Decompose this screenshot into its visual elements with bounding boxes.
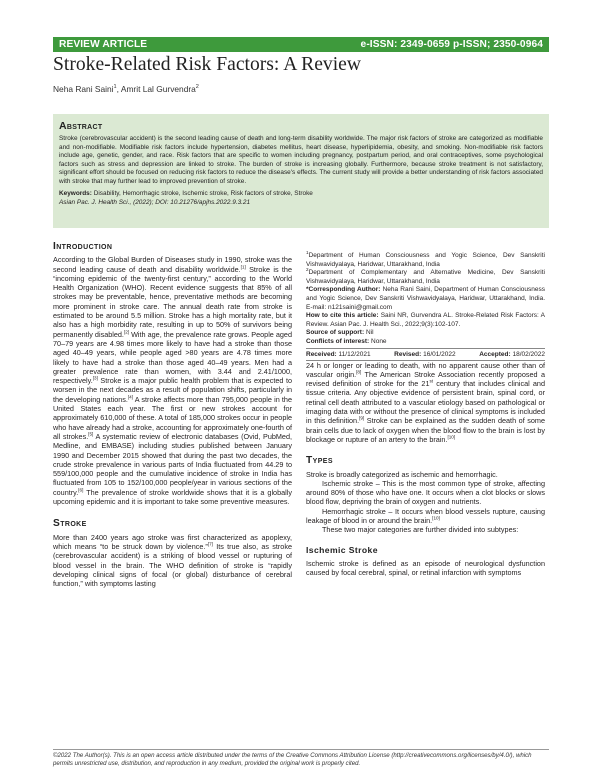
article-title: Stroke-Related Risk Factors: A Review: [53, 54, 362, 75]
types-paragraph-subtypes: These two major categories are further divided into subtypes:: [322, 525, 519, 535]
abstract-box: [53, 114, 549, 228]
affiliation-2: $^2$Department of Complementary and Alternative Medicine, Dev Sanskriti Vishwavidyalaya, Haridwar, Uttarakhand, India: [306, 267, 545, 285]
issn-label: e-ISSN: 2349-0659 p-ISSN; 2350-0964: [360, 39, 543, 50]
article-dates: [306, 348, 545, 361]
abstract-text: Stroke (cerebrovascular accident) is the second leading cause of death and long-term disability worldwide. The major risk factors of stroke are categorized as modifiable and non-modifiable. Modifiable risk factors include hypertension, diabetes mellitus, heart disease, hyperlipidemia, obesity, and smoking. Non-modifiable risk factors include age, genetic, gender, and race. Risk factors that are specific to women including pregnancy, postpartum period, and oral contraceptives, some psychological factors such as stress and depression are linked to stroke. The burden of stroke is increasing globally. Furthermore, because stroke treatment is not satisfactory, significant effort should be focused on reducing risk factors to reduce the disease's effects. The current study will provide a better understanding of risk factors associated with stroke that may further lead to improved prevention of stroke.: [59, 135, 543, 185]
corresponding-author: *Corresponding Author: Neha Rani Saini, Department of Human Consciousness and Yogic Science, Dev Sanskriti Vishwavidyalaya, Haridwar, Uttarakhand, India. E-mail: n121saini@gmail.com: [306, 286, 545, 311]
types-paragraph-1: Stroke is broadly categorized as ischemic and hemorrhagic.: [306, 469, 498, 479]
introduction-paragraph: According to the Global Burden of Diseases study in 1990, stroke was the second leading cause of death and disability worldwide.[1] Stroke is the “incoming epidemic of the twenty-first century,” according to the World Health Organization (WHO). Recent evidence suggests that 85% of all strokes may be preventable, hence, preventative methods are becoming more prominent in stroke care. The annual death rate from stroke is estimated to be around 5.5 million. Stroke has a high mortality rate, but it also has a high morbidity rate, resulting in up to 50% of survivors being permanently disabled.[2] With age, the prevalence rate grows. People aged 70–79 years are 4.98 times more likely to have had a stroke than those aged 40–49 years, while people aged >80 years are 4.78 times more likely to have had a stroke than those aged 40–49 years. Men had a greater prevalence rate than women, with 3.44 and 2.41/1000, respectively.[3] Stroke is a major public health problem that is expected to worsen in the next decades as a result of population shifts, particularly in the developing nations.[4] A stroke affects more than 795,000 people in the United States each year. The first or new strokes account for approximately 610,000 of these. A total of 185,000 strokes occur in people who have already had a stroke, accounting for approximately one-fourth of all strokes.[5] A systematic review of electronic databases (Ovid, PubMed, Medline, and EMBASE) including studies published between January 1990 and December 2015 showed that during the past two decades, the crude stroke prevalence in various parts of India fluctuated from 44.29 to 559/100,000 people and the cumulative incidence of stroke in India has fluctuated from 105 to 152/100,000 people/year in various sections of the country.[6] The prevalence of stroke worldwide shows that it is a globally upcoming epidemic and it is important to take some preventive measures.: [53, 255, 293, 507]
stroke-definition-paragraph: 24 h or longer or leading to death, with no apparent cause other than of vascular origin.[8] The American Stroke Association recently proposed a revised definition of stroke for the 21st century that includes clinical and tissue criteria. Any objective evidence of persistent brain, spinal cord, or retinal cell death attributed to a vascular etiology based on pathological or imaging data with or without the presence of clinical symptoms is included in this definition.[9] Stroke can be explained as the sudden death of some brain cells due to lack of oxygen when the blood flow to the brain is lost by blockage or rupture of an artery to the brain.[10]: [306, 360, 545, 444]
source-of-support: Source of support: Nil: [306, 329, 374, 337]
author-name: Amrit Lal Gurvendra: [120, 84, 196, 94]
section-heading-introduction: Introduction: [53, 241, 113, 252]
license-footer: ©2022 The Author(s). This is an open access article distributed under the terms of the Creative Commons Attribution License (http://creativecommons.org/licenses/by/4.0/), which permits unrestricted use, distribution, and reproduction in any medium, provided the original work is properly cited.: [53, 749, 549, 769]
article-type-label: REVIEW ARTICLE: [59, 39, 148, 50]
keywords: Keywords: Disability, Hemorrhagic stroke, Ischemic stroke, Risk factors of stroke, Stroke: [59, 190, 313, 198]
types-paragraph-ischemic: Ischemic stroke – This is the most common type of stroke, affecting around 80% of those who have one. It occurs when a clot blocks or slows blood flow, depriving the brain of oxygen and nutrients.: [306, 478, 545, 507]
right-column: [306, 249, 545, 578]
accepted-date: Accepted: 18/02/2022: [479, 350, 545, 358]
abstract-heading: Abstract: [59, 120, 103, 132]
article-banner: [53, 37, 549, 52]
author-name: Neha Rani Saini: [53, 84, 114, 94]
conflicts-of-interest: Conflicts of interest: None: [306, 337, 387, 345]
ischemic-paragraph: Ischemic stroke is defined as an episode of neurological dysfunction caused by focal cerebral, spinal, or retinal infarction with symptoms: [306, 558, 545, 578]
left-column: [53, 242, 292, 588]
author-list: Neha Rani Saini$^1$, Amrit Lal Gurvendra$^2$: [53, 84, 199, 94]
section-heading-stroke: Stroke: [53, 518, 87, 530]
how-to-cite: How to cite this article: Saini NR, Gurvendra AL. Stroke-Related Risk Factors: A Review. Asian Pac. J. Health Sci., 2022;9(3):102-107.: [306, 312, 545, 328]
types-paragraph-hemorrhagic: Hemorrhagic stroke – It occurs when blood vessels rupture, causing leakage of blood in or around the brain.[10]: [306, 506, 545, 525]
affiliation-1: $^1$Department of Human Consciousness and Yogic Science, Dev Sanskriti Vishwavidyalaya, Haridwar, Uttarakhand, India: [306, 249, 545, 268]
journal-citation: Asian Pac. J. Health Sci., (2022); DOI: 10.21276/apjhs.2022.9.3.21: [59, 199, 251, 207]
section-heading-types: Types: [306, 455, 333, 467]
stroke-paragraph: More than 2400 years ago stroke was first characterized as apoplexy, which means “to be struck down by violence.”[7] Its true also, as stroke (cerebrovascular accident) is a striking of blood vessel or rupturing of blood vessel in the brain. The WHO definition of stroke is “rapidly developing clinical signs of focal (or global) disturbance of cerebral function,” with symptoms lasting: [53, 532, 292, 589]
revised-date: Revised: 16/01/2022: [394, 350, 456, 358]
section-heading-ischemic-stroke: Ischemic Stroke: [306, 544, 378, 555]
received-date: Received: 11/12/2021: [306, 350, 371, 358]
